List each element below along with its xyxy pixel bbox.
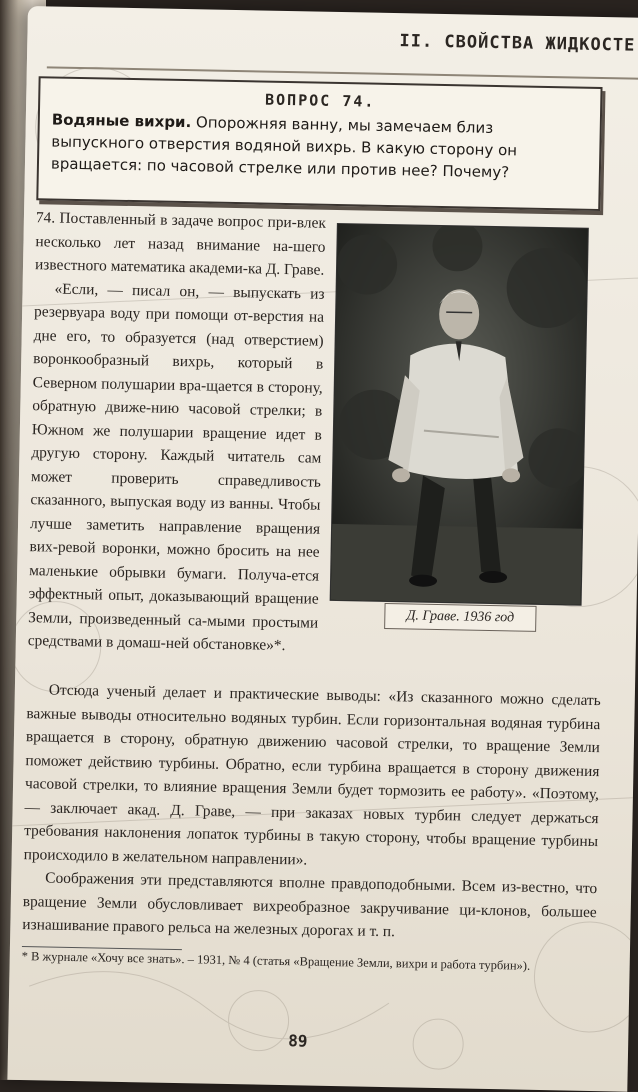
question-body: Опорожняя ванну, мы замечаем близ выпускного отверстия водяной вихрь. В какую сторону он вращается: по часовой стрелке или против нее? Почему?	[51, 113, 517, 181]
portrait-photo	[331, 224, 588, 605]
portrait-illustration	[331, 224, 588, 605]
footnote: * В журнале «Хочу все знать». – 1931, № 4 (статья «Вращение Земли, вихри и работа турбин»).	[22, 948, 596, 975]
answer-paragraph-1: 74. Поставленный в задаче вопрос при-влек несколько лет назад внимание на-шего известного математика академи-ка Д. Граве.	[35, 206, 326, 282]
book-page	[7, 6, 638, 1092]
question-text	[51, 108, 586, 184]
chapter-title: II. СВОЙСТВА ЖИДКОСТЕ	[399, 31, 635, 56]
main-paragraph-1: Отсюда ученый делает и практические выводы: «Из сказанного можно сделать важные выводы относительно водяных турбин. Если горизонтальная водяная турбина вращается в сторону, обратную движению часовой стрелки, то вращение Земли поможет действию турбины. Обратно, если турбина вращается в сторону движения часовой стрелки, то влияние вращения Земли будет тормозить ее работу». «Поэтому, — заключает акад. Д. Граве, — при заказах новых турбин следует держаться требования наклонения лопаток турбины в такую сторону, чтобы вращение турбины происходило в желательном направлении».	[23, 678, 601, 877]
main-text	[22, 678, 601, 947]
photo-caption: Д. Граве. 1936 год	[384, 603, 536, 632]
page-number: 89	[288, 1031, 308, 1050]
question-box	[36, 76, 602, 211]
main-paragraph-2: Соображения эти представляются вполне правдоподобными. Всем из-вестно, что вращение Земли обусловливает вихреобразное закручивание ци-клонов, большее изнашивание правого рельса на железных дорогах и т. п.	[22, 866, 597, 948]
answer-paragraph-2: «Если, — писал он, — выпускать из резервуара воду при помощи от-верстия на дне его, то образуется (над отверстием) воронкообразный вихрь, который в Северном полушарии вра-щается в сторону, обратную движе-нию часовой стрелки; в Южном же полушарии вращение идет в другую сторону. Каждый читатель сам может проверить справедливость сказанного, выпуская воду из ванны. Чтобы лучше заметить направление вращения вих-ревой воронки, можно бросить на нее маленькие обрывки бумаги. Получа-ется эффектный опыт, доказывающий вращение Земли, произведенный са-мыми простыми средствами в домаш-ней обстановке»*.	[28, 277, 325, 658]
question-title: ВОПРОС 74.	[40, 86, 600, 115]
answer-column	[28, 206, 327, 658]
question-lead: Водяные вихри.	[52, 110, 192, 131]
